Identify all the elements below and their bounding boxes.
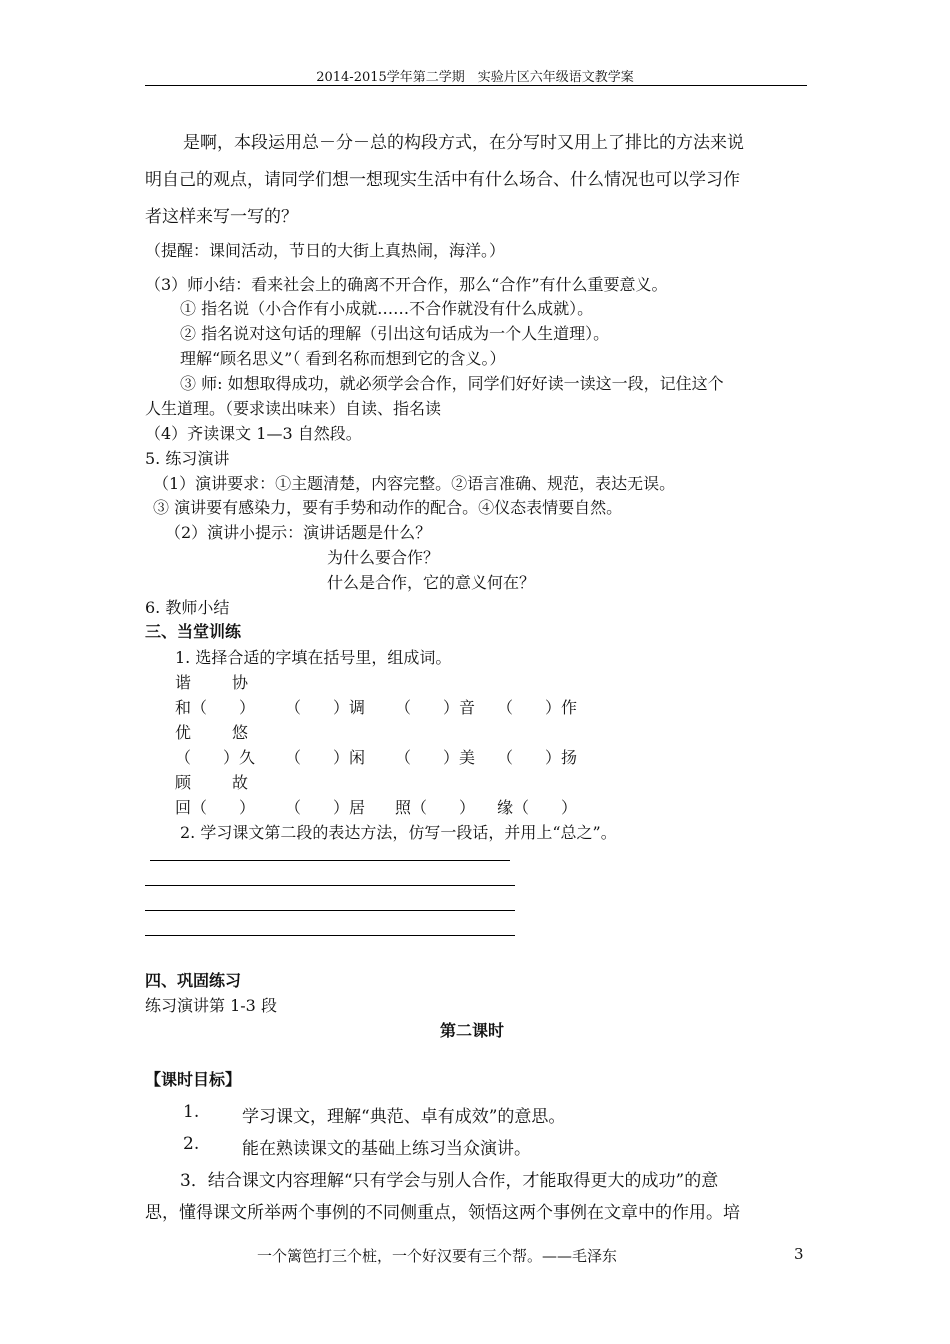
summary-item: 人生道理。（要求读出味来）自读、指名读 bbox=[145, 399, 442, 418]
body-line: 者这样来写一写的？ bbox=[145, 207, 298, 227]
word-blank: （ ）音 bbox=[395, 698, 476, 717]
summary-item: ① 指名说（小合作有小成就……不合作就没有什么成就）。 bbox=[180, 299, 594, 318]
word-blank: （ ）调 bbox=[285, 698, 366, 717]
speech-tips: 为什么要合作？ bbox=[327, 548, 440, 567]
page-header: 2014-2015学年第二学期 实验片区六年级语文教学案 bbox=[316, 70, 634, 85]
page-number: 3 bbox=[794, 1245, 804, 1263]
footer-quote: 一个篱笆打三个桩，一个好汉要有三个帮。——毛泽东 bbox=[257, 1247, 618, 1265]
writing-line bbox=[150, 860, 510, 861]
word-blank: 和（ ） bbox=[175, 698, 256, 717]
step-4: （4）齐读课文 1—3 自然段。 bbox=[145, 424, 362, 443]
writing-line bbox=[145, 935, 515, 936]
summary-item: ② 指名说对这句话的理解（引出这句话成为一个人生道理）。 bbox=[180, 324, 610, 343]
speech-tips: 什么是合作，它的意义何在？ bbox=[327, 573, 536, 592]
char-option: 协 bbox=[232, 673, 249, 692]
goal-number: 2. bbox=[183, 1134, 200, 1154]
char-option: 悠 bbox=[232, 723, 249, 742]
word-blank: 缘（ ） bbox=[497, 798, 578, 817]
header-rule bbox=[145, 85, 807, 86]
speech-tips: （2）演讲小提示：演讲话题是什么？ bbox=[165, 523, 432, 542]
word-blank: （ ）作 bbox=[497, 698, 578, 717]
exercise-question: 1. 选择合适的字填在括号里，组成词。 bbox=[175, 648, 452, 667]
char-option: 顾 bbox=[175, 773, 192, 792]
word-blank: （ ）闲 bbox=[285, 748, 366, 767]
goal-number: 1. bbox=[183, 1102, 200, 1122]
section-heading: 三、当堂训练 bbox=[145, 622, 242, 641]
hint-line: （提醒：课间活动，节日的大街上真热闹，海洋。） bbox=[145, 241, 506, 260]
section-heading: 四、巩固练习 bbox=[145, 971, 242, 990]
step-5-title: 5. 练习演讲 bbox=[145, 449, 230, 468]
summary-item: ③ 师: 如想取得成功，就必须学会合作，同学们好好读一读这一段，记住这个 bbox=[180, 374, 724, 393]
goal-text: 学习课文，理解“典范、卓有成效”的意思。 bbox=[242, 1107, 566, 1127]
word-blank: （ ）扬 bbox=[497, 748, 578, 767]
goal-text: 能在熟读课文的基础上练习当众演讲。 bbox=[242, 1139, 531, 1159]
word-blank: （ ）久 bbox=[175, 748, 256, 767]
word-blank: （ ）美 bbox=[395, 748, 476, 767]
goal-text: 思，懂得课文所举两个事例的不同侧重点，领悟这两个事例在文章中的作用。培 bbox=[145, 1203, 740, 1223]
word-blank: （ ）居 bbox=[285, 798, 366, 817]
body-line: 明自己的观点，请同学们想一想现实生活中有什么场合、什么情况也可以学习作 bbox=[145, 170, 740, 190]
step-6: 6. 教师小结 bbox=[145, 598, 230, 617]
summary-line: （3）师小结：看来社会上的确离不开合作，那么“合作”有什么重要意义。 bbox=[145, 275, 668, 294]
summary-item: 理解“顾名思义”（ 看到名称而想到它的含义。） bbox=[180, 349, 506, 368]
speech-requirements: ③ 演讲要有感染力，要有手势和动作的配合。④仪态表情要自然。 bbox=[153, 498, 623, 517]
lesson-title: 第二课时 bbox=[440, 1021, 505, 1040]
exercise-question: 2. 学习课文第二段的表达方法，仿写一段话，并用上“总之”。 bbox=[180, 823, 617, 842]
char-option: 谐 bbox=[175, 673, 192, 692]
char-option: 优 bbox=[175, 723, 192, 742]
goals-heading: 【课时目标】 bbox=[145, 1070, 242, 1089]
writing-line bbox=[145, 885, 515, 886]
goal-text: 3．结合课文内容理解“只有学会与别人合作，才能取得更大的成功”的意 bbox=[180, 1171, 719, 1191]
word-blank: 回（ ） bbox=[175, 798, 256, 817]
word-blank: 照（ ） bbox=[395, 798, 476, 817]
char-option: 故 bbox=[232, 773, 249, 792]
speech-requirements: （1）演讲要求：①主题清楚，内容完整。②语言准确、规范，表达无误。 bbox=[153, 474, 676, 493]
body-line: 是啊，本段运用总－分－总的构段方式，在分写时又用上了排比的方法来说 bbox=[183, 133, 744, 153]
practice-text: 练习演讲第 1-3 段 bbox=[145, 996, 277, 1015]
writing-line bbox=[145, 910, 515, 911]
